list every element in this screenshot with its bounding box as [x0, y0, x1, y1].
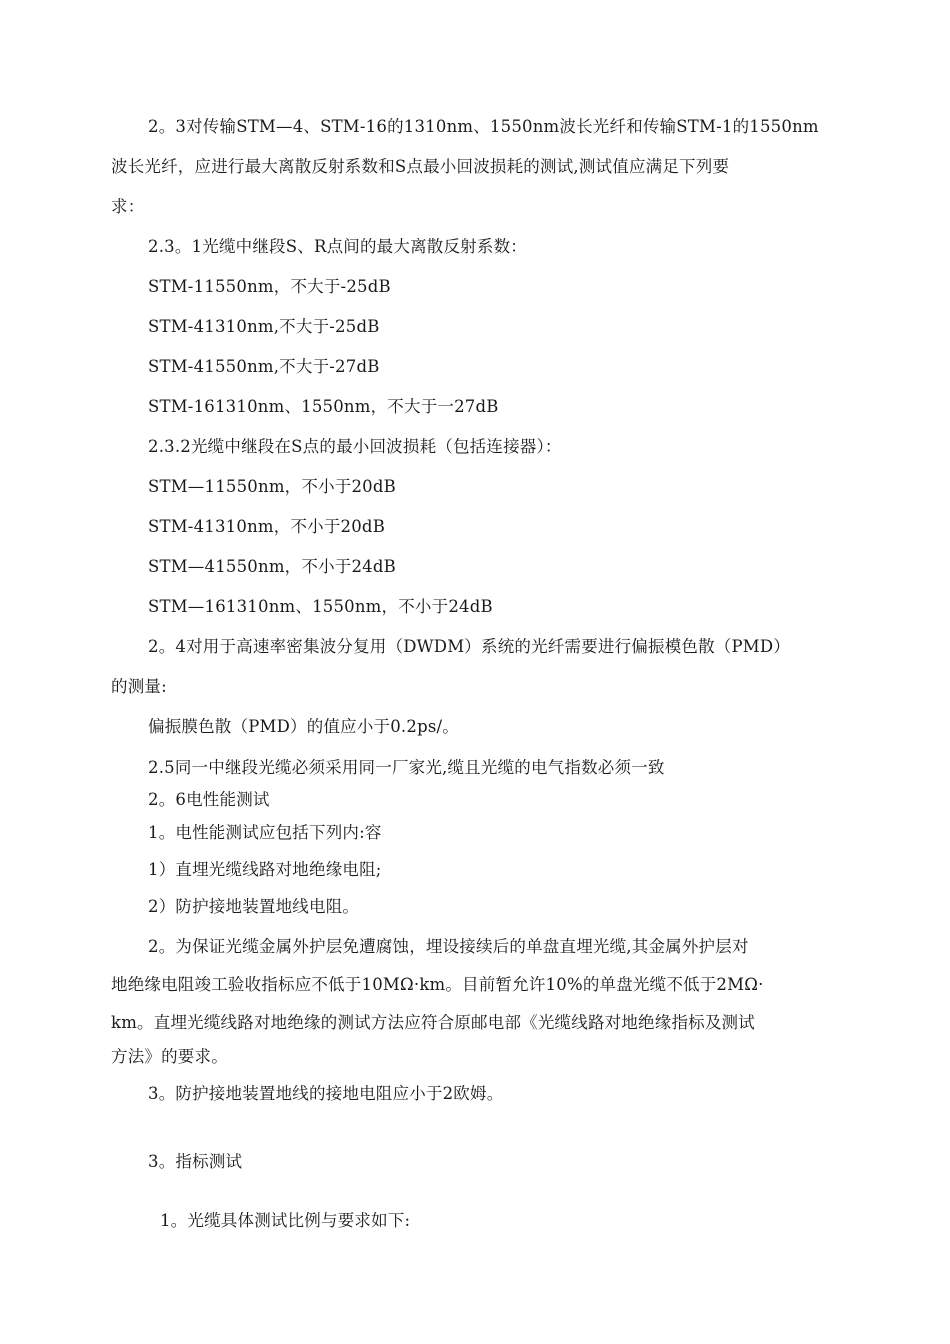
pmd-requirement: 偏振膜色散（PMD）的值应小于0.2ps/。 — [148, 717, 459, 736]
paragraph-2-5: 2.5同一中继段光缆必须采用同一厂家光,缆且光缆的电气指数必须一致 — [148, 758, 665, 777]
return-loss-item-1: STM—11550nm，不小于20dB — [148, 477, 396, 496]
heading-2-3-2: 2.3.2光缆中继段在S点的最小回波损耗（包括连接器）： — [148, 437, 562, 456]
electrical-item-2-line-3: km。直埋光缆线路对地绝缘的测试方法应符合原邮电部《光缆线路对地绝缘指标及测试 — [111, 1013, 755, 1032]
heading-2-3-1: 2.3。1光缆中继段S、R点间的最大离散反射系数： — [148, 237, 527, 256]
heading-3: 3。指标测试 — [148, 1152, 243, 1171]
reflection-item-2: STM-41310nm,不大于-25dB — [148, 317, 380, 336]
electrical-item-2-line-4: 方法》的要求。 — [111, 1047, 228, 1066]
paragraph-2-3-line-2: 波长光纤，应进行最大离散反射系数和S点最小回波损耗的测试,测试值应满足下列要 — [111, 157, 730, 176]
electrical-item-3: 3。防护接地装置地线的接地电阻应小于2欧姆。 — [148, 1084, 504, 1103]
paragraph-2-4-line-2: 的测量: — [111, 677, 167, 696]
paragraph-2-4-line-1: 2。4对用于高速率密集波分复用（DWDM）系统的光纤需要进行偏振模色散（PMD） — [148, 637, 791, 656]
paragraph-2-3-line-3: 求： — [111, 197, 145, 216]
return-loss-item-3: STM—41550nm，不小于24dB — [148, 557, 396, 576]
return-loss-item-2: STM-41310nm，不小于20dB — [148, 517, 386, 536]
reflection-item-1: STM-11550nm，不大于-25dB — [148, 277, 391, 296]
indicator-item-1: 1。光缆具体测试比例与要求如下: — [160, 1211, 411, 1230]
heading-2-6: 2。6电性能测试 — [148, 790, 270, 809]
electrical-item-1: 1。电性能测试应包括下列内:容 — [148, 823, 382, 842]
reflection-item-4: STM-161310nm、1550nm，不大于一27dB — [148, 397, 499, 416]
reflection-item-3: STM-41550nm,不大于-27dB — [148, 357, 380, 376]
paragraph-2-3-line-1: 2。3对传输STM—4、STM-16的1310nm、1550nm波长光纤和传输STM-1的1550nm — [148, 117, 819, 136]
electrical-item-2-line-1: 2。为保证光缆金属外护层免遭腐蚀，埋设接续后的单盘直埋光缆,其金属外护层对 — [148, 937, 749, 956]
electrical-sub-item-1: 1）直埋光缆线路对地绝缘电阻; — [148, 860, 382, 879]
electrical-sub-item-2: 2）防护接地装置地线电阻。 — [148, 897, 360, 916]
electrical-item-2-line-2: 地绝缘电阻竣工验收指标应不低于10MΩ·km。目前暂允许10%的单盘光缆不低于2MΩ· — [111, 975, 764, 994]
return-loss-item-4: STM—161310nm、1550nm，不小于24dB — [148, 597, 493, 616]
